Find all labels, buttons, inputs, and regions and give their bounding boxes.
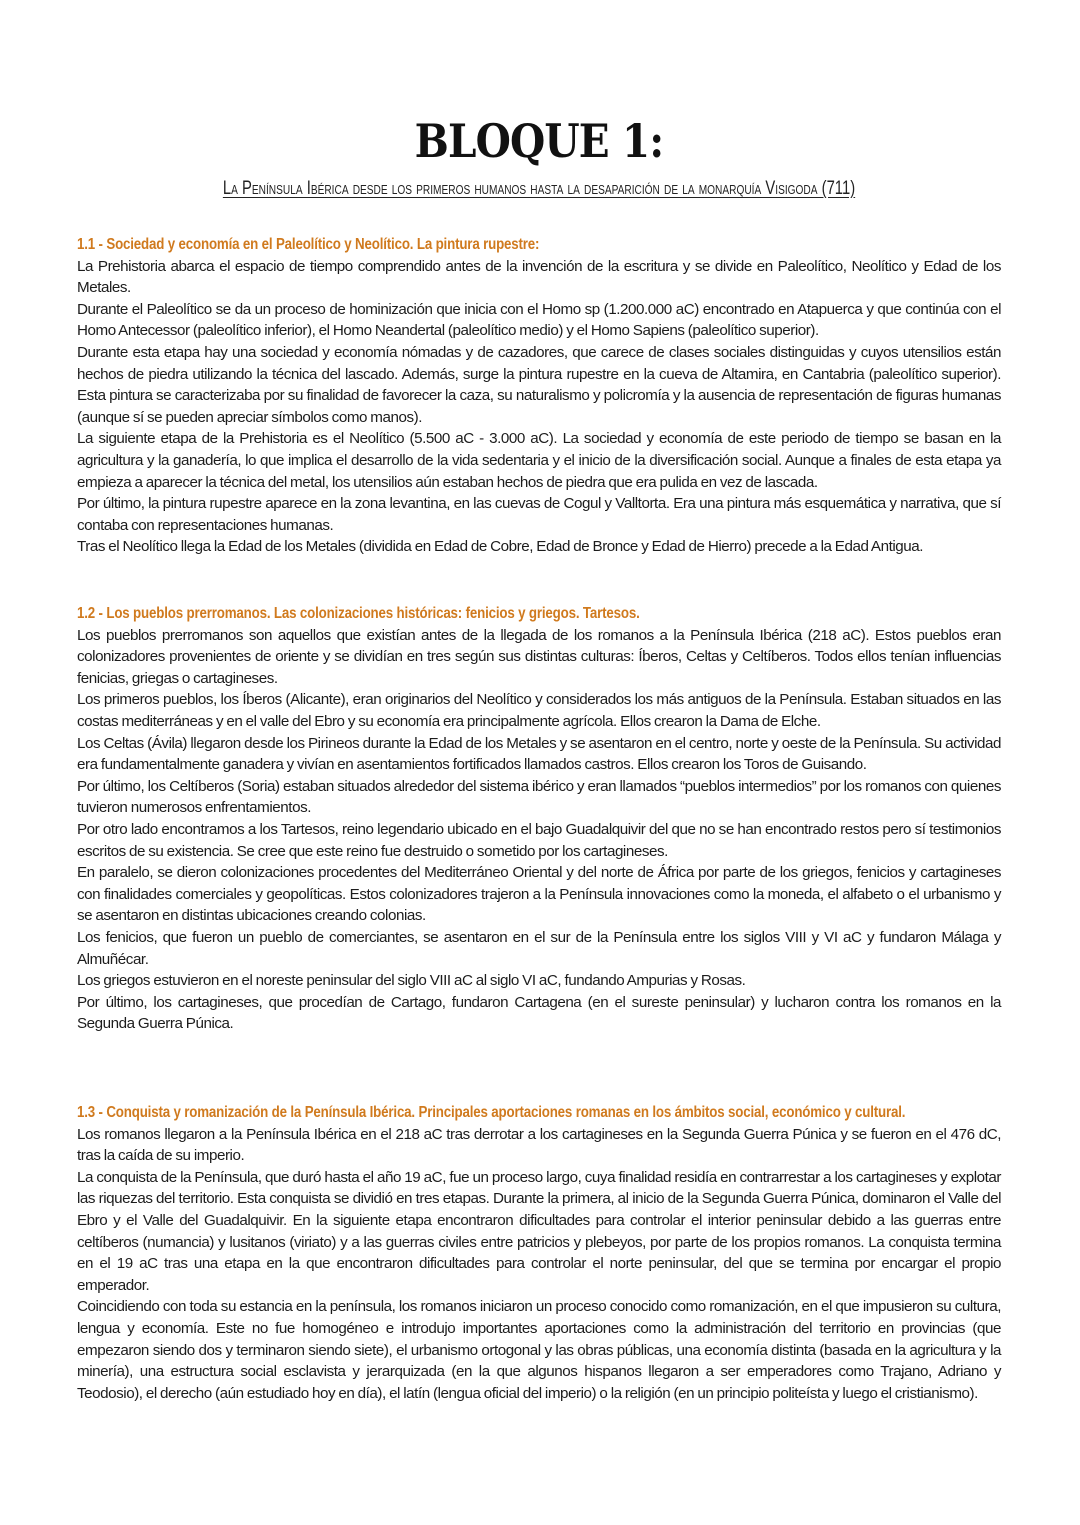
section-1-2 [77, 603, 1001, 1035]
paragraph: Por otro lado encontramos a los Tartesos, reino legendario ubicado en el bajo Guadalquivir del que no se han encontrado restos pero sí testimonios escritos de su existencia. Se cree que este reino fue destruido o sometido por los cartagineses. [77, 820, 1001, 860]
paragraph: Durante el Paleolítico se da un proceso de hominización que inicia con el Homo sp (1.200.000 aC) encontrado en Atapuerca y que continúa con el Homo Antecessor (paleolítico inferior), el Homo Neandertal (paleolítico medio) y el Homo Sapiens (paleolítico superior). [77, 300, 1001, 340]
paragraph: Tras el Neolítico llega la Edad de los Metales (dividida en Edad de Cobre, Edad de Bronce y Edad de Hierro) precede a la Edad Antigua. [77, 538, 924, 556]
paragraph: Los griegos estuvieron en el noreste peninsular del siglo VIII aC al siglo VI aC, fundando Ampurias y Rosas. [77, 972, 746, 990]
paragraph: La Prehistoria abarca el espacio de tiempo comprendido antes de la invención de la escritura y se divide en Paleolítico, Neolítico y Edad de los Metales. [77, 257, 1001, 297]
paragraph: Los primeros pueblos, los Íberos (Alicante), eran originarios del Neolítico y considerados los más antiguos de la Península. Estaban situados en las costas mediterráneas y en el valle del Ebro y su economía era principalmente agrícola. Ellos crearon la Dama de Elche. [77, 691, 1001, 730]
paragraph: Por último, los cartagineses, que procedían de Cartago, fundaron Cartagena (en el sureste peninsular) y lucharon contra los romanos en la Segunda Guerra Púnica. [77, 993, 1001, 1033]
section-heading: 1.1 - Sociedad y economía en el Paleolítico y Neolítico. La pintura rupestre: [77, 236, 540, 253]
paragraph: Por último, la pintura rupestre aparece en la zona levantina, en las cuevas de Cogul y Valltorta. Era una pintura más esquemática y narrativa, que sí contaba con representaciones humanas. [77, 495, 1001, 534]
section-1-1 [77, 234, 1001, 558]
section-1-3 [77, 1102, 1001, 1404]
paragraph: La conquista de la Península, que duró hasta el año 19 aC, fue un proceso largo, cuya finalidad residía en contrarrestar a los cartagineses y explotar las riquezas del territorio. Esta conquista se dividió en tres etapas. Durante la primera, al inicio de la Segunda Guerra Púnica, dominaron el Valle del Ebro y el Valle del Guadalquivir. En la siguiente etapa encontraron dificultades para controlar el interior peninsular debido a las guerras entre celtíberos (numancia) y lusitanos (viriato) y a las guerras civiles entre patricios y plebeyos, por parte de los propios romanos. La conquista termina en el 19 aC tras una etapa en la que encontraron dificultades para controlar el norte peninsular, del que se termina por encargar el propio emperador. [77, 1168, 1001, 1294]
paragraph: En paralelo, se dieron colonizaciones procedentes del Mediterráneo Oriental y del norte de África por parte de los griegos, fenicios y cartagineses con finalidades comerciales y geopolíticas. Estos colonizadores trajeron a la Península innovaciones como la moneda, el alfabeto o el urbanismo y se asentaron en distintas ubicaciones creando colonias. [77, 864, 1001, 925]
paragraph: Los Celtas (Ávila) llegaron desde los Pirineos durante la Edad de los Metales y se asentaron en el centro, norte y oeste de la Península. Su actividad era fundamentalmente ganadera y vivían en asentamientos fortificados llamados castros. Ellos crearon los Toros de Guisando. [77, 734, 1001, 774]
section-heading: 1.2 - Los pueblos prerromanos. Las colonizaciones históricas: fenicios y griegos. Tartesos. [77, 605, 640, 622]
page-subtitle: La Península Ibérica desde los primeros humanos hasta la desaparición de la monarquía Visigoda (711) [222, 178, 856, 199]
section-heading: 1.3 - Conquista y romanización de la Península Ibérica. Principales aportaciones romanas en los ámbitos social, económico y cultural. [77, 1104, 906, 1121]
paragraph: Los pueblos prerromanos son aquellos que existían antes de la llegada de los romanos a la Península Ibérica (218 aC). Estos pueblos eran colonizadores provenientes de oriente y se dividían en tres según sus distintas culturas: Íberos, Celtas y Celtíberos. Todos ellos tenían influencias fenicias, griegas o cartagineses. [77, 626, 1001, 687]
paragraph: Durante esta etapa hay una sociedad y economía nómadas y de cazadores, que carece de clases sociales distinguidas y cuyos utensilios están hechos de piedra utilizando la técnica del lascado. Además, surge la pintura rupestre en la cueva de Altamira, en Cantabria (paleolítico superior). Esta pintura se caracterizaba por su finalidad de favorecer la caza, su naturalismo y policromía y la ausencia de representación de figuras humanas (aunque sí se pueden apreciar símbolos como manos). [77, 343, 1001, 426]
page-title: BLOQUE 1: [414, 113, 664, 168]
paragraph: Por último, los Celtíberos (Soria) estaban situados alrededor del sistema ibérico y eran llamados “pueblos intermedios” por los romanos con quienes tuvieron numerosos enfrentamientos. [77, 777, 1001, 817]
paragraph: Los romanos llegaron a la Península Ibérica en el 218 aC tras derrotar a los cartagineses en la Segunda Guerra Púnica y se fueron en el 476 dC, tras la caída de su imperio. [77, 1125, 1001, 1165]
paragraph: La siguiente etapa de la Prehistoria es el Neolítico (5.500 aC - 3.000 aC). La sociedad y economía de este periodo de tiempo se basan en la agricultura y la ganadería, lo que implica el desarrollo de la vida sedentaria y el inicio de la diversificación social. Aunque a finales de esta etapa ya empieza a aparecer la técnica del metal, los utensilios aún estaban hechos de piedra que era pulida en vez de lascada. [77, 430, 1001, 491]
paragraph: Los fenicios, que fueron un pueblo de comerciantes, se asentaron en el sur de la Península entre los siglos VIII y VI aC y fundaron Málaga y Almuñécar. [77, 928, 1001, 968]
paragraph: Coincidiendo con toda su estancia en la península, los romanos iniciaron un proceso conocido como romanización, en el que impusieron su cultura, lengua y economía. Este no fue homogéneo e introdujo importantes aportaciones como la administración del territorio en provincias (que empezaron siendo dos y terminaron siendo siete), el urbanismo ortogonal y las obras públicas, una economía distinta (basada en la agricultura y la minería), una estructura social esclavista y jerarquizada (en la que algunos hispanos llegaron a ser emperadores como Trajano, Adriano y Teodosio), el derecho (aún estudiado hoy en día), el latín (lengua oficial del imperio) o la religión (en un principio politeísta y luego el cristianismo). [77, 1298, 1001, 1402]
